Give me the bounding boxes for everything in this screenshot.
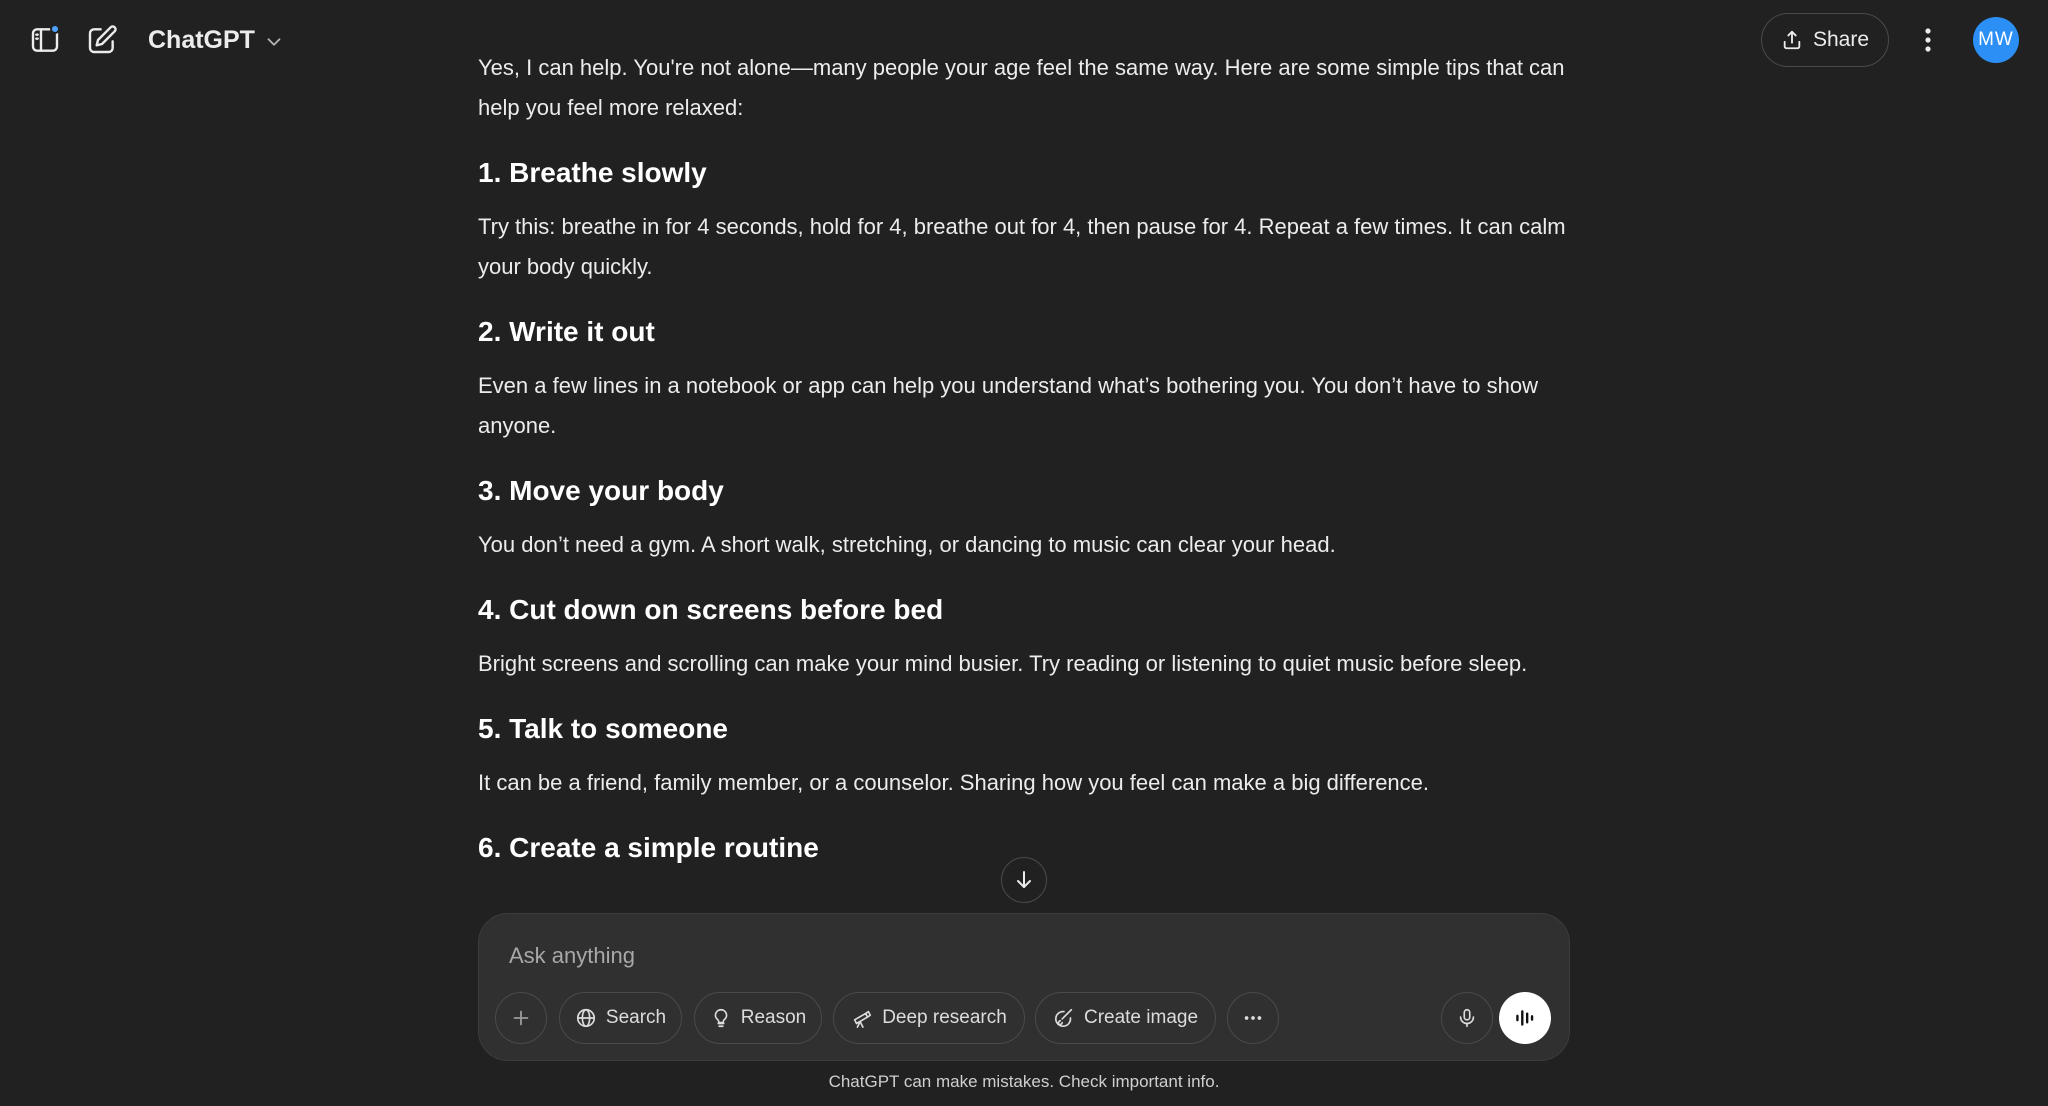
- message-intro: Yes, I can help. You're not alone—many people your age feel the same way. Here are some simple tips that can help you feel more relaxed:: [478, 55, 1565, 120]
- model-switcher[interactable]: [140, 20, 293, 60]
- tip-body: You don’t need a gym. A short walk, stretching, or dancing to music can clear your head.: [478, 532, 1336, 557]
- microphone-icon: [1456, 1007, 1478, 1029]
- tip-body: Try this: breathe in for 4 seconds, hold for 4, breathe out for 4, then pause for 4. Repeat a few times. It can calm your body quickly.: [478, 214, 1566, 279]
- chevron-down-icon: [263, 31, 285, 53]
- deep-research-tool-button[interactable]: [833, 992, 1025, 1044]
- new-chat-icon: [86, 24, 118, 56]
- new-chat-button[interactable]: [82, 20, 122, 60]
- more-tools-button[interactable]: [1227, 992, 1279, 1044]
- tip-section: [478, 312, 1570, 446]
- share-button[interactable]: [1761, 13, 1889, 67]
- composer: [478, 913, 1570, 1061]
- notification-dot: [50, 24, 60, 34]
- tip-body: Bright screens and scrolling can make your mind busier. Try reading or listening to quiet music before sleep.: [478, 651, 1528, 676]
- dictate-button[interactable]: [1441, 992, 1493, 1044]
- globe-icon: [575, 1007, 597, 1029]
- sidebar-toggle-button[interactable]: [25, 20, 65, 60]
- search-tool-button[interactable]: [559, 992, 682, 1044]
- more-vertical-icon: [1924, 27, 1932, 53]
- tip-heading: 3. Move your body: [478, 475, 724, 506]
- lightbulb-icon: [710, 1007, 732, 1029]
- create-image-tool-button[interactable]: [1035, 992, 1216, 1044]
- tip-heading: 6. Create a simple routine: [478, 832, 819, 863]
- sound-wave-icon: [1512, 1005, 1538, 1031]
- share-icon: [1781, 29, 1803, 51]
- tip-section: [478, 709, 1570, 803]
- search-tool-label: Search: [605, 1007, 667, 1028]
- create-image-tool-label: Create image: [1083, 1007, 1199, 1028]
- tip-body: Even a few lines in a notebook or app can help you understand what’s bothering you. You don’t have to show anyone.: [478, 373, 1539, 438]
- model-name: ChatGPT: [148, 25, 255, 54]
- tip-heading: 1. Breathe slowly: [478, 157, 707, 188]
- reason-tool-button[interactable]: [694, 992, 822, 1044]
- paint-brush-icon: [1053, 1007, 1075, 1029]
- tip-heading: 2. Write it out: [478, 316, 655, 347]
- tip-body: It can be a friend, family member, or a counselor. Sharing how you feel can make a big difference.: [478, 770, 1430, 795]
- more-options-button[interactable]: [1908, 20, 1948, 60]
- deep-research-tool-label: Deep research: [882, 1007, 1007, 1028]
- plus-icon: [510, 1007, 532, 1029]
- tip-heading: 5. Talk to someone: [478, 713, 728, 744]
- reason-tool-label: Reason: [740, 1007, 807, 1028]
- prompt-input[interactable]: [507, 936, 1537, 976]
- share-label: Share: [1812, 28, 1870, 51]
- more-horizontal-icon: [1242, 1007, 1264, 1029]
- arrow-down-icon: [1012, 868, 1036, 892]
- tip-heading: 4. Cut down on screens before bed: [478, 594, 944, 625]
- avatar[interactable]: [1973, 17, 2019, 63]
- assistant-message: [478, 48, 1570, 893]
- tip-section: [478, 471, 1570, 565]
- voice-mode-button[interactable]: [1499, 992, 1551, 1044]
- tip-section: [478, 590, 1570, 684]
- avatar-initials: MW: [1978, 29, 2014, 50]
- disclaimer-text: ChatGPT can make mistakes. Check important info.: [828, 1072, 1220, 1091]
- tip-section: [478, 153, 1570, 287]
- telescope-icon: [851, 1007, 873, 1029]
- attach-button[interactable]: [495, 992, 547, 1044]
- scroll-to-bottom-button[interactable]: [1001, 857, 1047, 903]
